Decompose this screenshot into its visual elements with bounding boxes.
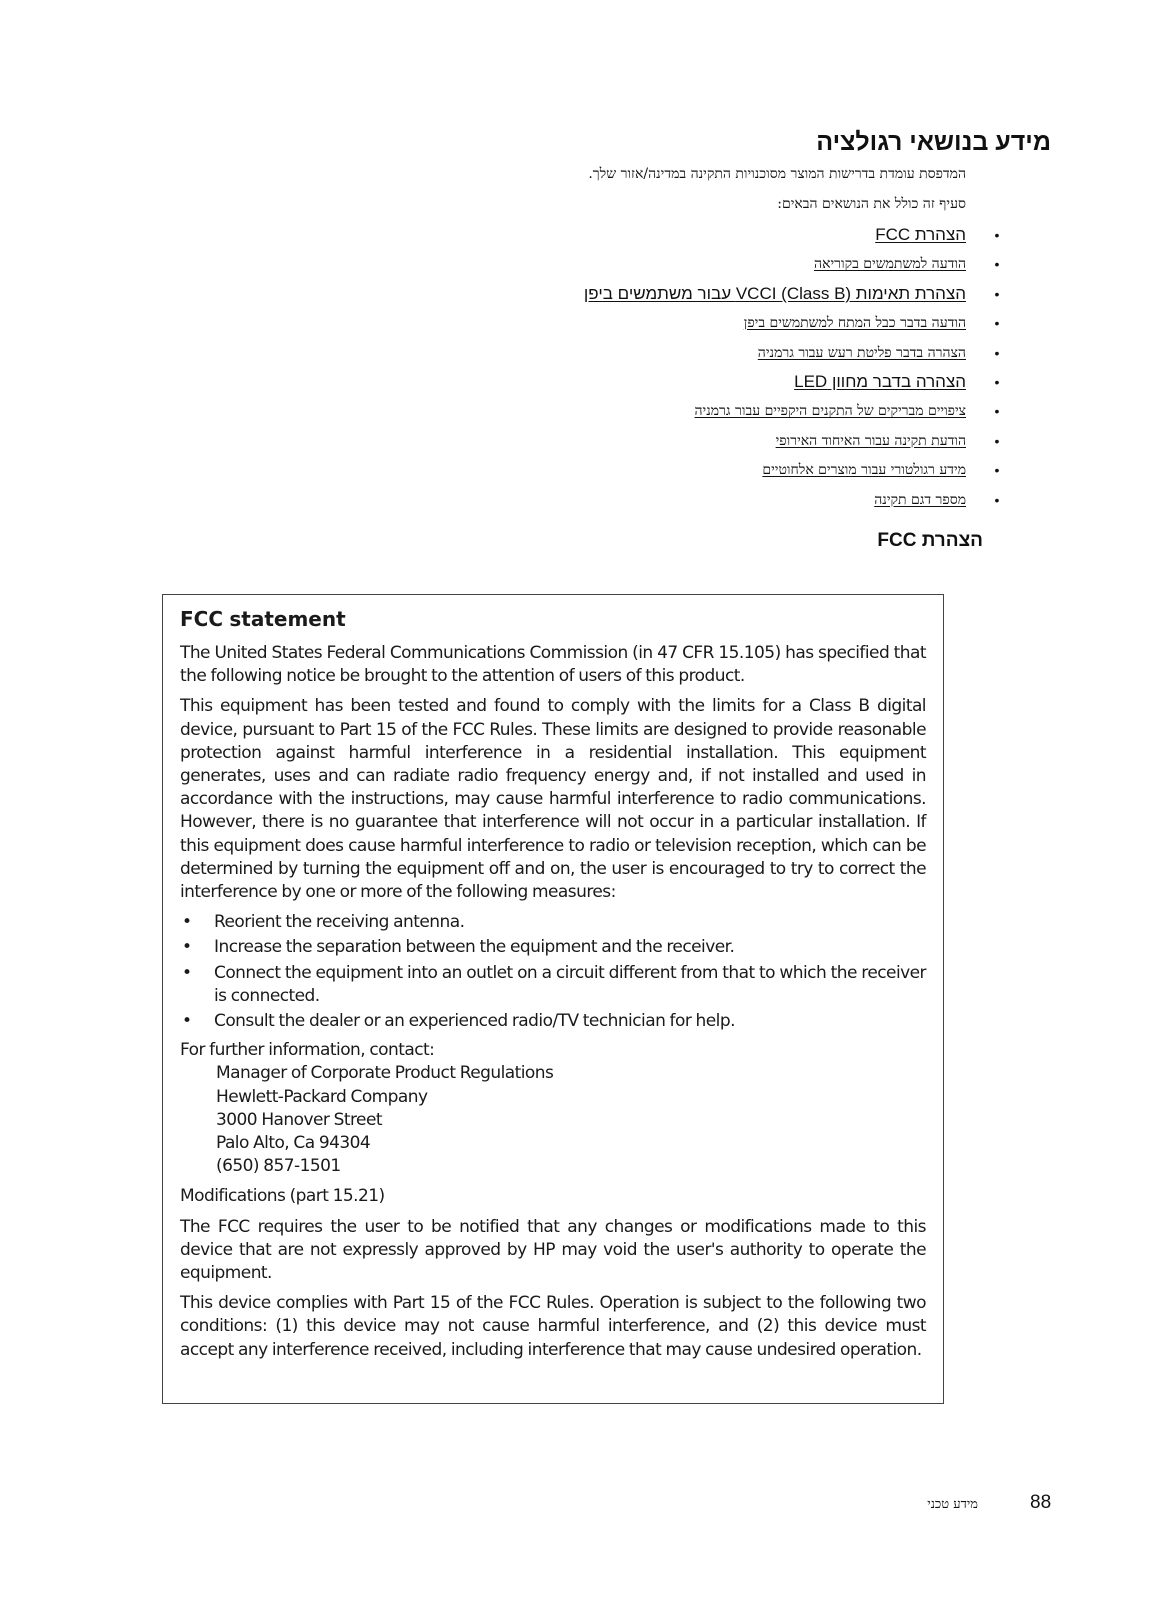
list-item xyxy=(180,1010,926,1033)
list-item xyxy=(584,224,1000,253)
list-item xyxy=(584,371,1000,400)
link-model-number[interactable]: מספר דגם תקינה xyxy=(874,491,966,508)
contact-line: Palo Alto, Ca 94304 xyxy=(216,1133,371,1154)
list-item xyxy=(584,253,1000,282)
bullet-icon: • xyxy=(994,315,1000,332)
measure-text: Connect the equipment into an outlet on a circuit different from that to which the receiver is connected. xyxy=(214,962,926,1006)
bullet-icon: • xyxy=(994,403,1000,420)
link-korea-notice[interactable]: הודעה למשתמשים בקוריאה xyxy=(814,256,966,273)
link-fcc-statement[interactable]: הצהרת FCC xyxy=(875,225,966,244)
bullet-icon: • xyxy=(182,937,192,958)
part15-compliance-text: This device complies with Part 15 of the FCC Rules. Operation is subject to the following two conditions: (1) this device may not cause harmful interference, and (2) this device must accept any interference received, including interference that may cause undesired operation. xyxy=(180,1293,926,1360)
fcc-paragraph-notice: The United States Federal Communications Commission (in 47 CFR 15.105) has specified that the following notice be brought to the attention of users of this product. xyxy=(180,643,926,687)
measure-text: Reorient the receiving antenna. xyxy=(214,912,465,933)
bullet-icon: • xyxy=(994,491,1000,508)
link-wireless-info[interactable]: מידע רגולטורי עבור מוצרים אלחוטיים xyxy=(762,462,966,479)
contact-line: Hewlett-Packard Company xyxy=(216,1086,428,1107)
contact-line: (650) 857-1501 xyxy=(216,1156,341,1177)
measure-text: Consult the dealer or an experienced radio/TV technician for help. xyxy=(214,1011,735,1032)
bullet-icon: • xyxy=(994,373,1000,390)
list-item xyxy=(584,489,1000,518)
bullet-icon: • xyxy=(994,285,1000,302)
page-number: 88 xyxy=(1030,1492,1052,1513)
list-item xyxy=(584,400,1000,429)
list-item xyxy=(180,911,926,934)
list-item xyxy=(584,342,1000,371)
bullet-icon: • xyxy=(994,256,1000,273)
topics-intro-text: סעיף זה כולל את הנושאים הבאים: xyxy=(777,196,966,212)
contact-intro: For further information, contact: xyxy=(180,1040,435,1061)
modifications-heading: Modifications (part 15.21) xyxy=(180,1186,385,1207)
bullet-icon: • xyxy=(994,227,1000,243)
list-item xyxy=(584,312,1000,341)
link-eu-notice[interactable]: הודעת תקינה עבור האיחוד האירופי xyxy=(775,432,966,449)
list-item xyxy=(584,459,1000,488)
fcc-paragraph-compliance: This equipment has been tested and found to comply with the limits for a Class B digital device, pursuant to Part 15 of the FCC Rules. These limits are designed to provide reasonable protection against harmful interference in a residential installation. This equipment generates, uses and can radiate radio frequency energy and, if not installed and used in accordance with the instructions, may cause harmful interference to radio communications. However, there is no guarantee that interference will not occur in a particular installation. If this equipment does cause harmful interference to radio or television reception, which can be determined by turning the equipment off and on, the user is encouraged to try to correct the interference by one or more of the following measures: xyxy=(180,696,926,903)
list-item xyxy=(583,283,1000,312)
fcc-statement-title: FCC statement xyxy=(180,607,346,631)
bullet-icon: • xyxy=(182,1011,192,1032)
topics-list xyxy=(583,224,1000,518)
contact-address xyxy=(180,1062,926,1178)
measures-list xyxy=(180,911,926,1033)
list-item xyxy=(180,936,926,959)
bullet-icon: • xyxy=(994,462,1000,479)
footer-chapter-label: מידע טכני xyxy=(927,1497,978,1512)
link-germany-noise[interactable]: הצהרה בדבר פליטת רעש עבור גרמניה xyxy=(757,344,966,361)
page-title: מידע בנושאי רגולציה xyxy=(816,128,1051,156)
contact-line: Manager of Corporate Product Regulations xyxy=(216,1063,554,1084)
intro-text: המדפסת עומדת בדרישות המוצר מסוכנויות התקינה במדינה/אזור שלך. xyxy=(588,166,966,182)
link-germany-gloss[interactable]: ציפויים מבריקים של התקנים היקפיים עבור גרמניה xyxy=(694,403,966,420)
fcc-statement-box xyxy=(162,594,944,1404)
modifications-text: The FCC requires the user to be notified that any changes or modifications made to this device that are not expressly approved by HP may void the user's authority to operate the equipment. xyxy=(180,1216,926,1284)
link-vcci-statement[interactable]: הצהרת תאימות VCCI (Class B) עבור משתמשים ביפן xyxy=(583,283,966,303)
bullet-icon: • xyxy=(182,912,192,933)
list-item xyxy=(584,430,1000,459)
measure-text: Increase the separation between the equipment and the receiver. xyxy=(214,937,735,958)
link-japan-power-cord[interactable]: הודעה בדבר כבל המתח למשתמשים ביפן xyxy=(743,315,966,332)
section-heading: הצהרת FCC xyxy=(877,530,983,551)
list-item xyxy=(180,962,926,1008)
contact-line: 3000 Hanover Street xyxy=(216,1109,382,1130)
bullet-icon: • xyxy=(994,432,1000,449)
bullet-icon: • xyxy=(182,962,192,983)
link-led-statement[interactable]: הצהרה בדבר מחוון LED xyxy=(794,371,966,391)
bullet-icon: • xyxy=(994,344,1000,361)
